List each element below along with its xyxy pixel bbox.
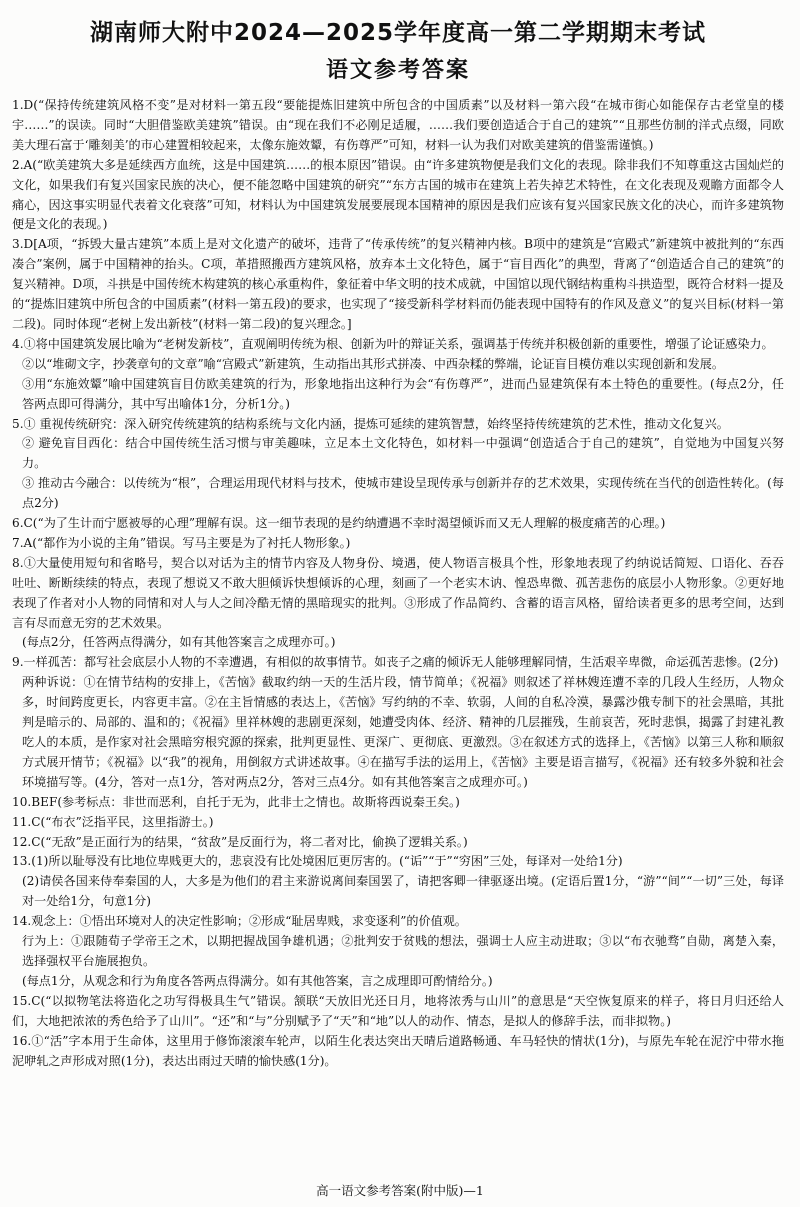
answer-q10: 10.BEF(参考标点：非世而恶利，自托于无为，此非士之情也。故斯将西说秦王矣。) (12, 794, 460, 809)
answer-q16: 16.①“活”字本用于生命体，这里用于修饰滚滚车轮声，以陌生化表达突出天晴后道路畅通、车马轻快的情状(1分)，与原先车轮在泥泞中带水拖泥咿轧之声形成对照(1分)，表达出雨过天晴的愉快感(1分)。 (12, 1033, 784, 1068)
answer-list (12, 96, 784, 1071)
answer-q6: 6.C(“为了生计而宁愿被辱的心理”理解有误。这一细节表现的是约纳遭遇不幸时渴望倾诉而又无人理解的极度痛苦的心理。) (12, 516, 666, 531)
answer-q1: 1.D(“保持传统建筑风格不变”是对材料一第五段“要能提炼旧建筑中所包含的中国质素”以及材料一第六段“在城市街心如能保存古老堂皇的楼宇……”的误读。同时“大胆借鉴欧美建筑”错误。由“现在我们不必刚足适履，……我们要创造适合于自己的建筑”“且那些仿制的洋式点缀，同欧美大理石富于‘雕刻美’的市心建置相较起来，太像东施效颦，有伤尊严”可知，材料一认为我们对欧美建筑的借鉴需谨慎。) (12, 98, 784, 152)
answer-q5-point2: ② 避免盲目西化：结合中国传统生活习惯与审美趣味，立足本土文化特色，如材料一中强调“创造适合于自己的建筑”，自觉地为中国复兴努力。 (22, 436, 784, 471)
answer-q5-point1: 5.① 重视传统研究：深入研究传统建筑的结构系统与文化内涵，提炼可延续的建筑智慧，始终坚持传统建筑的艺术性，推动文化复兴。 (12, 416, 729, 431)
answer-q3: 3.D[A项，“拆毁大量古建筑”本质上是对文化遗产的破坏，违背了“传承传统”的复兴精神内核。B项中的建筑是“宫殿式”新建筑中被批判的“东西凑合”案例，属于中国精神的抬头。C项，革措照搬西方建筑风格，放弃本土文化特色，属于“盲目西化”的典型，背离了“创造适合自己的建筑”的复兴精神。D项，斗拱是中国传统木构建筑的核心承重构件，象征着中华文明的技术成就，中国馆以现代钢结构重构斗拱造型，既符合材料一提及的“提炼旧建筑中所包含的中国质素”(材料一第五段)的要求，也实现了“接受新科学材料而仍能表现中国特有的作风及意义”的复兴目标(材料一第二段)。同时体现“老树上发出新枝”(材料一第二段)的复兴理念。] (12, 237, 784, 331)
answer-q13-part2: (2)请侯各国来侍奉秦国的人，大多是为他们的君主来游说离间秦国罢了，请把客卿一律驱逐出境。(定语后置1分，“游”“间”“一切”三处，每译对一处给1分，句意1分) (22, 874, 784, 909)
answer-q2: 2.A(“欧美建筑大多是延续西方血统，这是中国建筑……的根本原因”错误。由“许多建筑物便是我们文化的表现。除非我们不知尊重这古国灿烂的文化，如果我们有复兴国家民族的决心，便不能忽略中国建筑的研究”“东方古国的城市在建筑上若失掉艺术特性，在文化表现及观瞻方面都令人痛心，因这事实明显代表着文化衰落”可知，材料认为中国建筑发展要展现本国精神的原因是我们应该有复兴国家民族文化的决心，而许多建筑物便是文化的表现。) (12, 157, 784, 232)
answer-q5-point3: ③ 推动古今融合：以传统为“根”，合理运用现代材料与技术，使城市建设呈现传承与创新并存的艺术效果，实现传统在当代的创造性转化。(每点2分) (22, 476, 784, 511)
answer-q4-point2: ②以“堆砌文字，抄袭章句的文章”喻“宫殿式”新建筑，生动指出其形式拼凑、中西杂糅的弊端，论证盲目模仿难以实现创新和发展。 (22, 356, 724, 371)
answer-q8-scoring: (每点2分，任答两点得满分，如有其他答案言之成理亦可。) (22, 635, 336, 650)
answer-q9-part2: 两种诉说：①在情节结构的安排上，《苦恼》截取约纳一天的生活片段，情节简单；《祝福》则叙述了祥林嫂连遭不幸的几段人生经历，人物众多，时间跨度更长，内容更丰富。②在主旨情感的表达上，《苦恼》写约纳的不幸、软弱，人间的自私冷漠，暴露沙俄专制下的社会黑暗，其批判是暗示的、局部的、温和的；《祝福》里祥林嫂的悲剧更深刻，她遭受肉体、经济、精神的几层摧残，生前哀苦，死时悲惧，揭露了封建礼教吃人的本质，是作家对社会黑暗穷根究源的探索，批判更显性、更深广、更彻底、更激烈。③在叙述方式的选择上，《苦恼》以第三人称和顺叙方式展开情节；《祝福》以“我”的视角，用倒叙方式讲述故事。④在描写手法的运用上，《苦恼》主要是语言描写，《祝福》还有较多外貌和社会环境描写等。(4分，答对一点1分，答对两点2分，答对三点4分。如有其他答案言之成理亦可。) (22, 675, 784, 789)
answer-q4-point3: ③用“东施效颦”喻中国建筑盲目仿欧美建筑的行为，形象地指出这种行为会“有伤尊严”，进而凸显建筑保有本土特色的重要性。(每点2分，任答两点即可得满分，其中写出喻体1分，分析1分。) (22, 376, 784, 411)
exam-title: 湖南师大附中2024—2025学年度高一第二学期期末考试 (89, 20, 707, 46)
answer-q13-part1: 13.(1)所以耻辱没有比地位卑贱更大的，悲哀没有比处境困厄更厉害的。(“诟”“于”“穷困”三处，每译对一处给1分) (12, 854, 623, 869)
answer-key-heading: 语文参考答案 (325, 58, 470, 83)
answer-q14-concept: 14.观念上：①悟出环境对人的决定性影响；②形成“耻居卑贱，求变逐利”的价值观。 (12, 914, 467, 929)
answer-q14-scoring: (每点1分，从观念和行为角度各答两点得满分。如有其他答案，言之成理即可酌情给分。) (22, 973, 493, 988)
answer-q12: 12.C(“无敌”是正面行为的结果，“贫敌”是反面行为，将二者对比，偷换了逻辑关系。) (12, 834, 468, 849)
answer-q11: 11.C(“布衣”泛指平民，这里指游士。) (12, 814, 214, 829)
answer-q7: 7.A(“都作为小说的主角”错误。写马主要是为了衬托人物形象。) (12, 535, 351, 550)
answer-q15: 15.C(“以拟物笔法将造化之功写得极具生气”错误。颔联“天放旧光还日月，地将浓秀与山川”的意思是“天空恢复原来的样子，将日月归还给人们，大地把浓浓的秀色给予了山川”。“还”和“与”分别赋予了“天”和“地”以人的动作、情态，是拟人的修辞手法，而非拟物。) (12, 993, 784, 1028)
answer-q4-point1: 4.①将中国建筑发展比喻为“老树发新枝”，直观阐明传统为根、创新为叶的辩证关系，强调基于传统并积极创新的重要性，增强了论证感染力。 (12, 336, 774, 351)
answer-q9-part1: 9.一样孤苦：都写社会底层小人物的不幸遭遇，有相似的故事情节。如丧子之痛的倾诉无人能够理解同情，生活艰辛卑微，命运孤苦悲惨。(2分) (12, 655, 779, 670)
answer-q14-behavior: 行为上：①跟随荀子学帝王之术，以期把握战国争雄机遇；②批判安于贫贱的想法，强调士人应主动进取；③以“布衣驰骛”自勋，离楚入秦，选择强权平台施展抱负。 (22, 934, 784, 968)
page-footer: 高一语文参考答案(附中版)—1 (316, 1183, 484, 1198)
answer-q8: 8.①大量使用短句和省略号，契合以对话为主的情节内容及人物身份、境遇，使人物语言极具个性，形象地表现了约纳说话简短、口语化、吞吞吐吐、断断续续的特点，表现了想说又不敢大胆倾诉快想倾诉的心理，刻画了一个老实木讷、惶恐卑微、孤苦悲伤的底层小人物形象。②更好地表现了作者对小人物的同情和对人与人之间冷酷无情的黑暗现实的批判。③形成了作品简约、含蓄的语言风格，留给读者更多的思考空间，达到言有尽而意无穷的艺术效果。 (12, 555, 784, 630)
